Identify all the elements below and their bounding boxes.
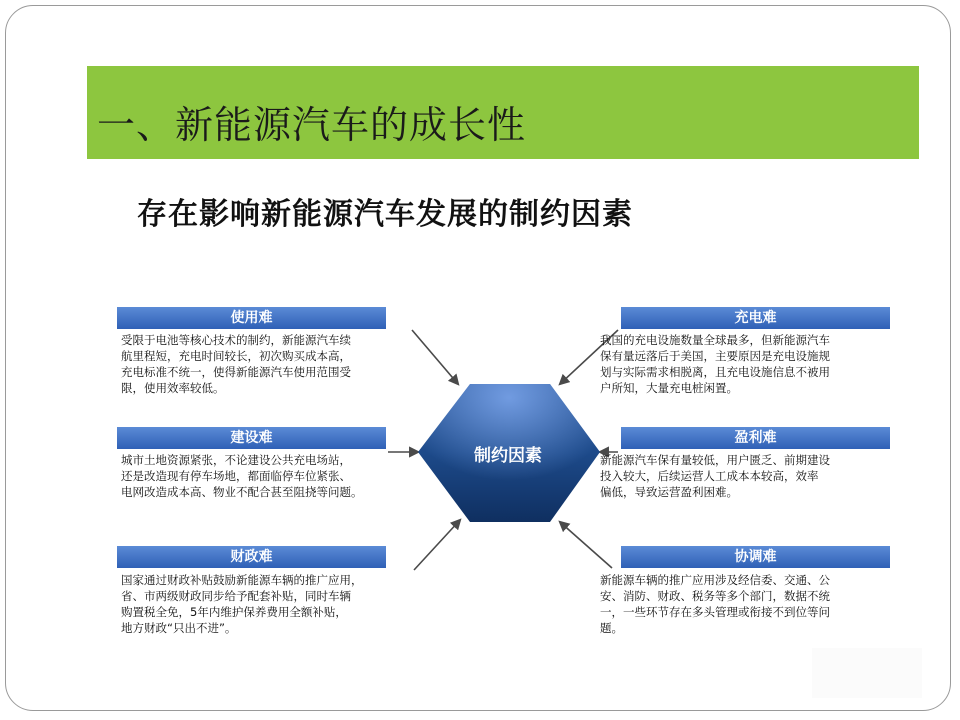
slide-title: 一、新能源汽车的成长性 (97, 103, 527, 147)
box-body-coordination: 新能源车辆的推广应用涉及经信委、交通、公 安、消防、财政、税务等多个部门，数据不统 一，一些环节存在多头管理或衔接不到位等问 题。 (600, 573, 830, 635)
box-body-finance: 国家通过财政补贴鼓励新能源车辆的推广应用， 省、市两级财政同步给予配套补贴，同时车辆 购置税全免，5年内维护保养费用全额补贴， 地方财政“只出不进”。 (121, 573, 363, 635)
arrow-top-left (412, 330, 458, 384)
arrow-bottom-left (414, 520, 460, 570)
center-label: 制约因素 (474, 446, 542, 466)
box-header-finance: 财政难 (117, 546, 386, 568)
box-body-charging: 我国的充电设施数量全球最多，但新能源汽车 保有量远落后于美国，主要原因是充电设施规 划与实际需求相脱离，且充电设施信息不被用 户所知，大量充电桩闲置。 (600, 333, 830, 395)
box-header-construction: 建设难 (117, 427, 386, 449)
background-fade (812, 648, 922, 698)
box-header-usage: 使用难 (117, 307, 386, 329)
box-body-profit: 新能源汽车保有量较低，用户匮乏、前期建设 投入较大，后续运营人工成本本较高，效率 偏低，导致运营盈利困难。 (600, 453, 830, 499)
box-body-usage: 受限于电池等核心技术的制约，新能源汽车续 航里程短，充电时间较长，初次购买成本高， 充电标准不统一，使得新能源汽车使用范围受 限，使用效率较低。 (121, 333, 351, 395)
box-body-construction: 城市土地资源紧张，不论建设公共充电场站， 还是改造现有停车场地，都面临停车位紧张、 电网改造成本高、物业不配合甚至阻挠等问题。 (121, 453, 363, 499)
arrow-bottom-right (560, 522, 612, 568)
box-header-coordination: 协调难 (621, 546, 890, 568)
diagram-heading: 存在影响新能源汽车发展的制约因素 (137, 197, 633, 232)
box-header-profit: 盈利难 (621, 427, 890, 449)
box-header-charging: 充电难 (621, 307, 890, 329)
